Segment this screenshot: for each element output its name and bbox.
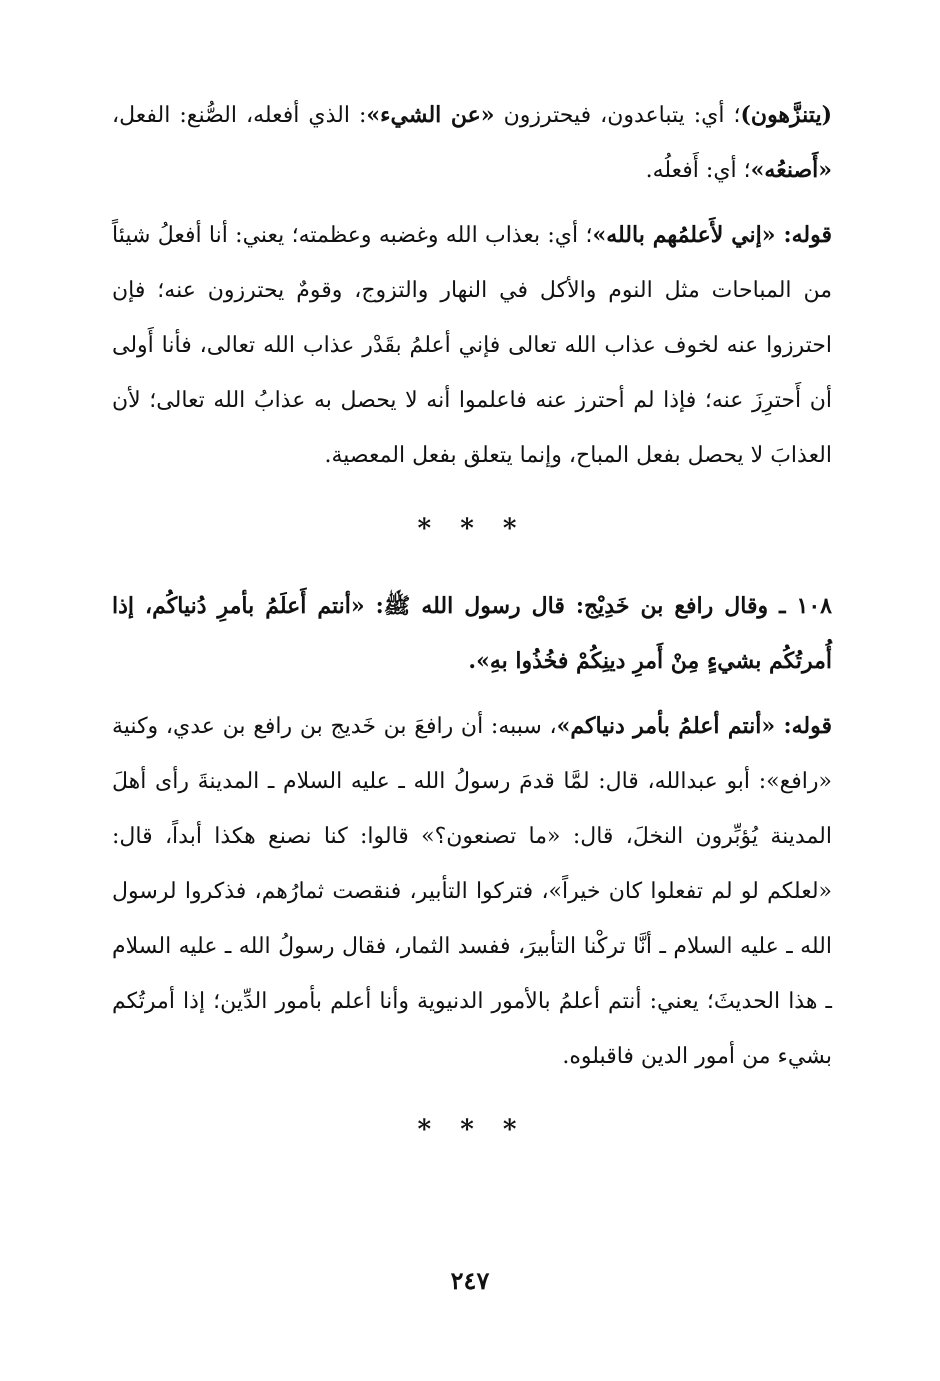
paragraph-text: ؛ أي: أَفعلُه. xyxy=(645,158,751,183)
page-number: ٢٤٧ xyxy=(450,1266,490,1295)
paragraph-gap xyxy=(112,198,832,208)
bold-term: «أَصنعُه» xyxy=(750,157,832,183)
paragraph-explanation-2 xyxy=(112,208,832,483)
paragraph-text: : الذي أفعله، الصُّنع: الفعل، xyxy=(112,103,367,128)
section-separator: * * * xyxy=(417,514,527,544)
paragraph-text: ؛ أي: يتباعدون، فيحترزون xyxy=(494,103,741,128)
paragraph-gap xyxy=(112,689,832,699)
section-separator: * * * xyxy=(417,1115,527,1145)
bold-term: قوله: «إني لأَعلمُهم بالله» xyxy=(592,222,833,248)
paragraph-explanation-3 xyxy=(112,699,832,1084)
bold-term: قوله: «أنتم أعلمُ بأمر دنياكم» xyxy=(556,713,833,739)
paragraph-text: ؛ أي: بعذاب الله وغضبه وعظمته؛ يعني: أنا أفعلُ شيئاً من المباحات مثل النوم والأكل في النهار والتزوج، وقومٌ يحترزون عنه؛ فإن احترزوا عنه لخوف عذاب الله تعالى فإني أعلمُ بقَدْر عذاب الله تعالى، فأنا أَولى أن أَحترِزَ عنه؛ فإذا لم أحترز عنه فاعلموا أنه لا يحصل به عذابُ الله تعالى؛ لأن العذابَ لا يحصل بفعل المباح، وإنما يتعلق بفعل المعصية. xyxy=(112,223,832,468)
page-body xyxy=(112,88,832,1180)
hadith-text: ١٠٨ ـ وقال رافع بن خَدِيْج: قال رسول الله ﷺ: «أنتم أَعلَمُ بأمرِ دُنياكُم، إذا أُمرتُكُم بشيءٍ مِنْ أَمرِ دينِكُمْ فخُذُوا بهِ». xyxy=(112,593,832,674)
bold-term: «عن الشيء» xyxy=(366,102,495,128)
bold-term: (يتنزَّهون) xyxy=(740,102,832,128)
paragraph-text: ، سببه: أن رافعَ بن خَديج بن رافع بن عدي، وكنية «رافع»: أبو عبدالله، قال: لمَّا قدمَ رسولُ الله ـ عليه السلام ـ المدينةَ رأى أهلَ المدينة يُؤبِّرون النخلَ، قال: «ما تصنعون؟» قالوا: كنا نصنع هكذا أبداً، قال: «لعلكم لو لم تفعلوا كان خيراً»، فتركوا التأبير، فنقصت ثمارُهم، فذكروا لرسول الله ـ عليه السلام ـ أنَّا تركْنا التأبيرَ، ففسد الثمار، فقال رسولُ الله ـ عليه السلام ـ هذا الحديثَ؛ يعني: أنتم أعلمُ بالأمور الدنيوية وأنا أعلم بأمور الدِّين؛ إذا أمرتُكم بشيء من أمور الدين فاقبلوه. xyxy=(112,714,832,1069)
paragraph-explanation-1 xyxy=(112,88,832,198)
